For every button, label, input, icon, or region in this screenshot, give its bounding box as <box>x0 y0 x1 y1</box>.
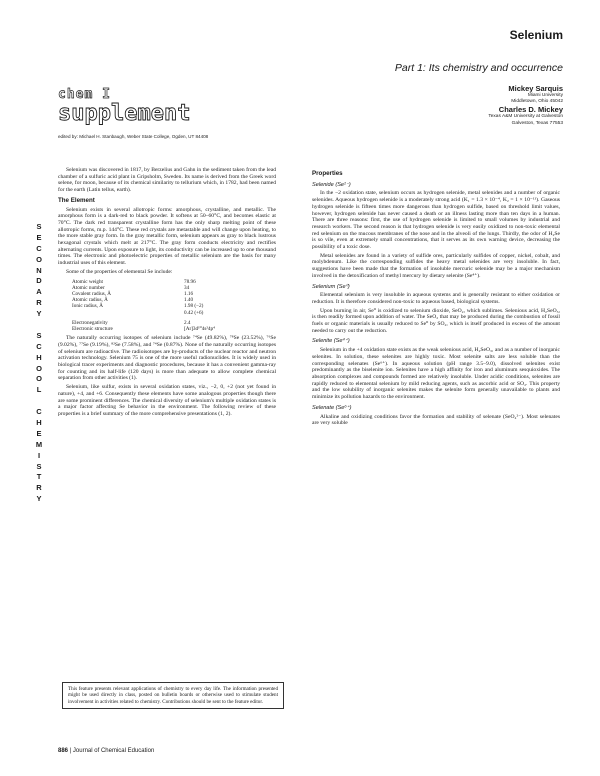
section-heading: The Element <box>58 196 95 204</box>
sidebar-letter: O <box>36 374 42 384</box>
table-row <box>72 326 242 332</box>
property-value: 34 <box>184 284 190 291</box>
property-label: Atomic weight <box>72 278 103 285</box>
logo-top-text: chem I <box>58 87 111 102</box>
property-label: Electronic structure <box>72 325 113 332</box>
property-value: 1.98 (−2) <box>184 303 204 310</box>
property-value: [Ar]3d¹⁰4s²4p⁴ <box>184 325 215 332</box>
author-address: Middletown, Ohio 45042 <box>511 99 563 105</box>
body-paragraph: Selenium, like sulfur, exists in several oxidation states, viz., −2, 0, +2 (not yet found in nature), +4, and +6. Consequently these elements have some analogous properties though there are some prominent differences. The chemical diversity of selenium's multiple oxidation states is a major factor affecting Se behavior in the environment. The following review of these properties is a brief summary of the more comprehensive presentations (1, 2). <box>58 384 276 417</box>
feature-logo <box>58 87 191 126</box>
body-paragraph: The naturally occurring isotopes of selenium include ⁷⁴Se (49.82%), ⁷⁸Se (23.52%), ⁷⁶Se (9.02%), ⁷⁷Se (9.19%), ⁸²Se (7.58%), and ⁷⁴Se (0.87%). None of the naturally occurring isotopes of selenium are radioactive. The radioisotopes are by-products of the nuclear reactor and neutron activation technology. Selenium 75 is one of the more useful radionuclides. It is widely used in biological tracer experiments and diagnostic procedures, because it has a convenient gamma-ray for counting and its half-life (120 days) is more than adequate to allow complete chemical separation from other activities (1). <box>58 335 276 382</box>
sidebar-letter: D <box>36 276 42 286</box>
property-label: Atomic radius, Å <box>72 297 108 304</box>
sidebar-letter: N <box>36 265 42 275</box>
property-value: 0.42 (+6) <box>184 309 204 316</box>
sidebar-letter: R <box>36 483 42 493</box>
body-paragraph: Some of the properties of elemental Se include: <box>66 268 173 275</box>
body-paragraph: Metal selenides are found in a variety of sulfide ores, particularly sulfides of copper, nickel, cobalt, and molybdenum. Like the corresponding sulfides the heavy metal selenides are very insoluble. In fact, suggestions have been made that the formation of insoluble mercuric selenide may be a major mechanism involved in the detoxification of methyl mercury by dietary selenite (Se⁴⁺). <box>312 252 560 279</box>
author-affiliation: Miami University <box>527 93 563 98</box>
feature-note-box: This feature presents relevant applications of chemistry to every day life. The information presented might be used directly in class, posted on bulletin boards or otherwise used to stimulate student involvement in activities related to chemistry. Contributions should be sent to the feature editor. <box>62 682 284 709</box>
author-address: Galveston, Texas 77553 <box>511 120 563 126</box>
subsection-heading: Selenide (Se²⁻) <box>312 181 351 188</box>
author-name: Mickey Sarquis <box>508 84 563 93</box>
sidebar-letter: S <box>36 222 42 231</box>
page-footer: 886 | Journal of Chemical Education <box>58 748 155 754</box>
journal-name: Journal of Chemical Education <box>72 748 155 754</box>
subsection-heading: Selenium (Se⁰) <box>312 283 350 290</box>
properties-table <box>72 279 242 333</box>
article-subtitle: Part 1: Its chemistry and occurrence <box>394 62 563 74</box>
sidebar-letter: Y <box>36 494 42 504</box>
sidebar-letter: C <box>36 243 42 253</box>
left-column <box>58 167 276 420</box>
editor-line: edited by: Michael H. Stanbaugh, Weber State College, Ogden, UT 84408 <box>58 134 209 139</box>
author-affiliation: Texas A&M University at Galveston <box>488 114 563 120</box>
body-paragraph: Elemental selenium is very insoluble in aqueous systems and is generally resistant to either oxidation or reduction. It is therefore considered non-toxic to aqueous based, biological systems. <box>312 292 560 305</box>
sidebar-letter: S <box>36 330 42 340</box>
property-label: Covalent radius, Å <box>72 290 112 297</box>
right-column <box>312 167 560 429</box>
sidebar-letter: H <box>36 418 42 428</box>
sidebar-letter <box>34 396 44 407</box>
sidebar-letter <box>34 320 44 331</box>
sidebar-letter: O <box>36 254 42 264</box>
logo-main-text: supplement <box>58 101 191 126</box>
property-label: Ionic radius, Å <box>72 303 103 310</box>
property-value: 1.16 <box>184 290 194 297</box>
sidebar-letter: C <box>36 407 42 417</box>
sidebar-letter: S <box>36 461 42 471</box>
sidebar-letter: I <box>37 450 41 460</box>
property-label: Electronegativity <box>72 319 108 326</box>
property-value: 78.96 <box>184 278 196 285</box>
property-value: 2.4 <box>184 319 191 326</box>
sidebar-letter: C <box>36 341 42 351</box>
subsection-heading: Selenite (Se⁴⁺) <box>312 338 350 345</box>
body-paragraph: In the −2 oxidation state, selenium occurs as hydrogen selenide, metal selenides and a number of organic selenides. Aqueous hydrogen selenide is a moderately strong acid (K₁ = 1.3 × 10⁻⁴, K₂ = 1 × 10⁻¹¹). Gaseous hydrogen selenide is fifteen times more dangerous than hydrogen sulfide, based on threshold limit values, however, hydrogen selenide has never caused a death or an illness lasting more than ten days in a human. There are three reasons: first, the use of hydrogen selenide is limited to small volumes by industrial and research workers. The second reason is that hydrogen selenide is very easily oxidized to non-toxic elemental red selenium on the mucous membranes of the nose and in the alveoli of the lungs. Thirdly, the odor of H₂Se is so vile, even at extremely small concentrations, that it serves as its own warning device, decreasing the possibility of a toxic dose. <box>312 190 560 251</box>
sidebar-letter: O <box>36 363 42 373</box>
sidebar-letter: L <box>36 385 42 395</box>
body-paragraph: Upon burning in air, Se⁰ is oxidized to selenium dioxide, SeO₂, which sublimes. Selenious acid, H₂SeO₃, is then readily formed upon addition of water. The SeO₂ that may be produced during the combustion of fossil fuels or organic materials is usually reduced to Se⁰ by SO₂, which is itself produced in excess of the amount needed to carry out the reduction. <box>312 307 560 334</box>
subsection-heading: Selenate (Se⁶⁺) <box>312 404 352 411</box>
body-paragraph: Selenium in the +4 oxidation state exists as the weak selenious acid, H₂SeO₃, and as a number of inorganic selenites. In solution, these selenites are highly toxic. Most selenite salts are less soluble than the corresponding selenates (Se⁶⁺). In aqueous solution (pH range 3.5–9.0), dissolved selenites exist predominantly as the biselenite ion. Selenites have a high affinity for iron and aluminum sesquioxides. The absorption complexes and compounds formed are relatively insoluble. Under acidic conditions, selenites are rapidly reduced to elemental selenium by mild reducing agents, such as ascorbic acid or SO₂. This property and the low solubility of inorganic selenites makes the selenite form generally unavailable to plants and minimize its pollution hazards to the environment. <box>312 347 560 401</box>
author-block <box>488 84 563 127</box>
sidebar-letter: A <box>36 287 42 297</box>
property-value: 1.40 <box>184 297 194 304</box>
body-paragraph: Selenium exists in several allotropic forms: amorphous, crystalline, and metallic. The amorphous form is a dark-red to black powder. It softens at 50–60°C, and becomes elastic at 70°C. The dark red transparent crystalline form has the only sharp melting point of these allotropic forms, m.p. 144°C. These red crystals are metastable and will change upon heating, to the more stable gray form. In the gray metallic form, selenium appears as gray to black lustrous hexagonal crystals which melt at 217°C. The gray form conducts electricity and rectifies alternating currents. Upon exposure to light, its conductivity can be increased up to one thousand times. The electronic and photoelectric properties of metallic selenium are the basis for many industrial uses of this element. <box>58 206 276 267</box>
article-title: Selenium <box>509 28 563 42</box>
author-name: Charles D. Mickey <box>498 105 563 115</box>
sidebar-letter: T <box>36 472 42 482</box>
intro-paragraph: Selenium was discovered in 1817, by Berzelius and Gahn in the sediment taken from the lead chamber of a sulfuric acid plant in Gripsholm, Sweden. Its name is derived from the Greek word selene, for moon, because of its chemical similarity to tellurium which, in 1782, had been named for the earth (Latin tellus, earth). <box>58 167 276 194</box>
sidebar-letter: R <box>36 298 42 308</box>
sidebar-letter: E <box>36 428 42 438</box>
sidebar-letter: E <box>36 232 42 242</box>
section-heading: Properties <box>312 170 343 177</box>
sidebar-letter: H <box>36 352 42 362</box>
property-label: Atomic number <box>72 284 105 291</box>
sidebar-letter: M <box>35 439 43 449</box>
page-number: 886 <box>58 748 69 754</box>
sidebar-vertical-label <box>34 222 44 505</box>
sidebar-letter: Y <box>36 309 42 319</box>
body-paragraph: Alkaline and oxidizing conditions favor the formation and stability of selenate (SeO₄²⁻). Most selenates are very soluble <box>312 413 560 427</box>
